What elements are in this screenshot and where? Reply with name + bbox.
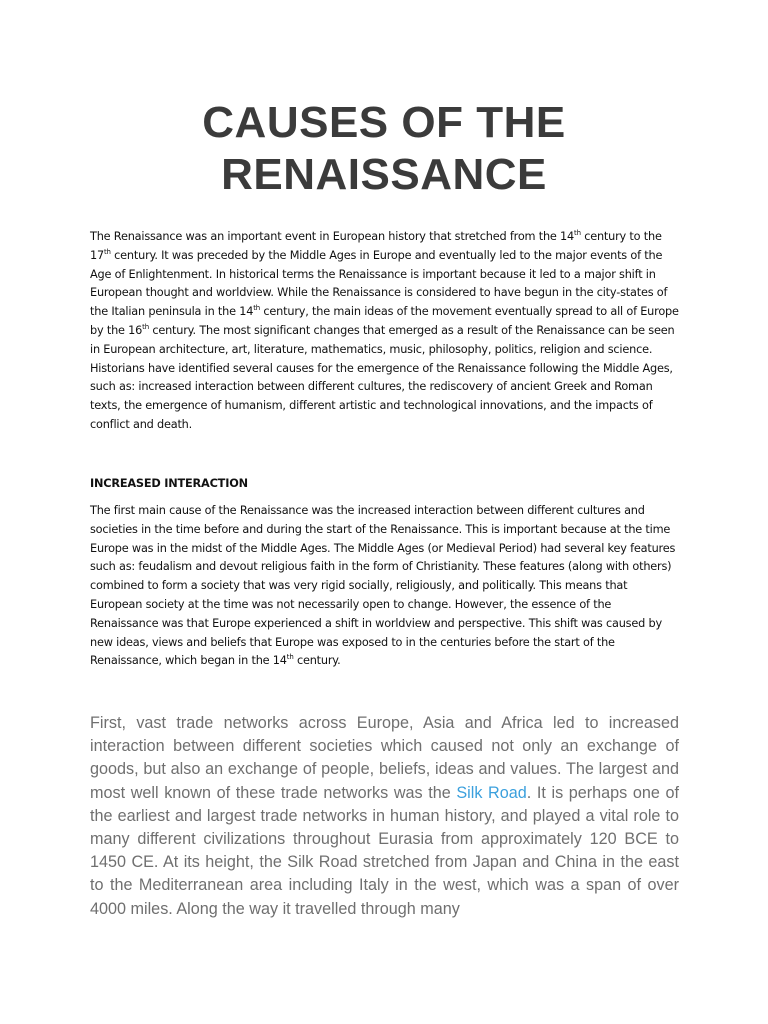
silk-road-link[interactable]: Silk Road bbox=[456, 783, 527, 802]
intro-paragraph bbox=[90, 228, 680, 435]
intro-superscript-3: th bbox=[253, 304, 261, 313]
intro-text-5: century. The most significant changes that emerged as a result of the Renaissance can be seen in European architecture, art, literature, mathematics, music, philosophy, politics, religion and science. Historians have identified several causes for the emergence of the Renaissance following the Middle Ages, such as: increased interaction between different cultures, the rediscovery of ancient Greek and Roman texts, the emergence of humanism, different artistic and technological innovations, and the impacts of conflict and death. bbox=[90, 323, 675, 431]
trade-text-before-link: First, vast trade networks across Europe, Asia and Africa led to increased interaction between different societies which caused not only an exchange of goods, but also an exchange of people, beliefs, ideas and values. The largest and most well known of these trade networks was the bbox=[90, 714, 679, 802]
trade-text-after-link: . It is perhaps one of the earliest and largest trade networks in human history, and played a vital role to many different civilizations throughout Eurasia from approximately 120 BCE to 1450 CE. At its height, the Silk Road stretched from Japan and China in the east to the Mediterranean area including Italy in the west, which was a span of over 4000 miles. Along the way it travelled through many bbox=[90, 783, 680, 918]
trade-networks-paragraph bbox=[90, 712, 679, 921]
intro-text-3: century. It was preceded by the Middle Ages in Europe and eventually led to the major events of the Age of Enlightenment. In historical terms the Renaissance is important because it led to a major shift in European thought and worldview. While the Renaissance is considered to have begun in the city-states of the Italian peninsula in the 14 bbox=[90, 248, 668, 319]
intro-superscript-2: th bbox=[103, 248, 111, 257]
section-body-paragraph bbox=[90, 502, 680, 671]
intro-text-2: century to the 17 bbox=[90, 230, 662, 262]
title-line-2: RENAISSANCE bbox=[221, 150, 547, 199]
section-body-text-1: The first main cause of the Renaissance was the increased interaction between different cultures and societies in the time before and during the start of the Renaissance. This is important because at the time Europe was in the midst of the Middle Ages. The Middle Ages (or Medieval Period) had several key features such as: feudalism and devout religious faith in the form of Christianity. These features (along with others) combined to form a society that was very rigid socially, religiously, and politically. This means that European society at the time was not necessarily open to change. However, the essence of the Renaissance was that Europe experienced a shift in worldview and perspective. This shift was caused by new ideas, views and beliefs that Europe was exposed to in the centuries before the start of the Renaissance, which began in the 14 bbox=[90, 504, 676, 668]
intro-superscript-4: th bbox=[142, 323, 149, 332]
section-body-text-2: century. bbox=[293, 654, 341, 668]
intro-text-4: century, the main ideas of the movement eventually spread to all of Europe by the 16 bbox=[90, 305, 679, 337]
intro-text-1: The Renaissance was an important event in European history that stretched from the 14 bbox=[90, 230, 575, 243]
title-line-1: CAUSES OF THE bbox=[202, 98, 566, 147]
intro-superscript-1: th bbox=[574, 229, 581, 238]
section-body-superscript: th bbox=[286, 653, 294, 662]
section-heading: INCREASED INTERACTION bbox=[90, 477, 248, 490]
page-title bbox=[0, 97, 768, 201]
